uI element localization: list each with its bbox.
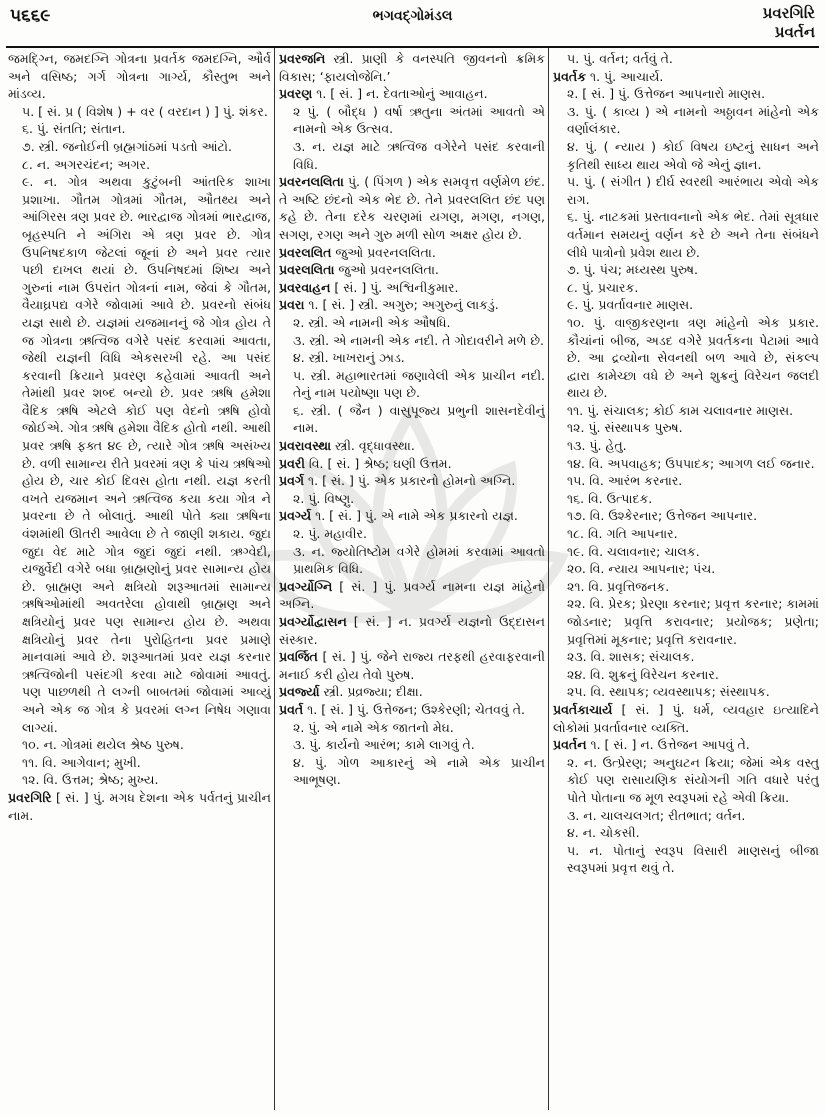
dictionary-sense-entry: ૧૧. પું. સંચાલક; કોઈ કામ ચલાવનાર માણસ. (567, 402, 794, 418)
dictionary-sense-entry: ૨૫. વિ. સ્થાપક; વ્યવસ્થાપક; સંસ્થાપક. (567, 684, 770, 700)
dictionary-sense-entry: ૩. પું. ( કાવ્ય ) એ નામનો અઠ્ઠાવન માંહેનો એક વર્ણાલંકાર. (567, 103, 819, 137)
dictionary-sense-entry: ૫. પું. વર્તન; વર્તવું તે. (567, 51, 673, 66)
dictionary-headword-entry: પ્રવર્તક ૧. પું. આચાર્ય. (553, 68, 664, 84)
dictionary-headword-entry: પ્રવર્તકાચાર્ય [ સં. ] પું. ધર્મ, વ્યવહાર ઇત્યાદિને લોકોમાં પ્રવર્તાવનાર વ્યક્તિ. (553, 701, 819, 735)
dictionary-sense-entry: ૪. ન. ચોકસી. (567, 825, 640, 841)
dictionary-sense-entry: ૨૦. વિ. ન્યાય આપનાર; પંચ. (567, 561, 716, 577)
dictionary-sense-entry: ૧૨. પું. સંસ્થાપક પુરુષ. (567, 420, 683, 436)
dictionary-sense-entry: ૧૭. વિ. ઉશ્કેરનાર; ઉત્તેજન આપનાર. (567, 508, 758, 524)
dictionary-sense-entry: ૨૨. વિ. પ્રેરક; પ્રેરણા કરનાર; પ્રવૃત્ત કરનાર; કામમાં જોડનાર; પ્રવૃત્તિ કરાવનાર; પ્રયોજક; પ્રણેતા; પ્રવૃત્તિમાં મૂકનાર; પ્રવૃત્તિ કરાવનાર. (567, 596, 819, 647)
dictionary-headword-entry: પ્રવરનલલિતા પું. ( પિંગળ ) એક સમવૃત્ત વર્ણમેળ છંદ. તે અષ્ટિ છંદનો એક ભેદ છે. તેને પ્રવરલલિત છંદ પણ કહે છે. તેના દરેક ચરણમાં યગણ, મગણ, નગણ, સગણ, રગણ અને ગુરુ મળી સોળ અક્ષર હોય છે. (279, 174, 545, 242)
dictionary-sense-entry: ૨. પું. મહાવીર. (293, 526, 367, 542)
dictionary-headword-entry: પ્રવરલલિતા જુઓ પ્રવરનલલિતા. (279, 262, 439, 278)
dictionary-headword-entry: પ્રવરા ૧. [ સં. ] સ્ત્રી. અગુરુ; અગુરુનું લાકડું. (279, 297, 499, 313)
dictionary-sense-entry: ૬. સ્ત્રી. ( જૈન ) વાસુપૂજ્ય પ્રભુની શાસનદેવીનું નામ. (293, 402, 545, 436)
dictionary-sense-entry: ૧૮. વિ. ગતિ આપનાર. (567, 526, 678, 542)
dictionary-sense-entry: ૪. સ્ત્રી. ખાખરાનું ઝાડ. (293, 350, 405, 366)
dictionary-sense-entry: ૨. પું. એ નામે એક જાતનો મેઘ. (293, 719, 454, 735)
dictionary-sense-entry: ૨. [ સં. ] પું. ઉત્તેજન આપનારો માણસ. (567, 86, 766, 102)
dictionary-headword-entry: પ્રવરગિરિ [ સં. ] પું. મગધ દેશના એક પર્વતનું પ્રાચીન નામ. (8, 789, 271, 823)
dictionary-headword-entry: પ્રવરલલિત જુઓ પ્રવરનલલિતા. (279, 244, 436, 260)
dictionary-sense-entry: ૫. સ્ત્રી. મહાભારતમાં જણાવેલી એક પ્રાચીન નદી. તેનું નામ પયોષ્ણા પણ છે. (293, 367, 545, 401)
dictionary-sense-entry: ૧૨. વિ. ઉત્તમ; શ્રેષ્ઠ; મુખ્ય. (22, 772, 159, 788)
dictionary-headword-entry: પ્રવર્જિત [ સં. ] પું. જેને રાજ્ય તરફથી હરવાફરવાની મનાઈ કરી હોય તેવો પુરુષ. (279, 649, 545, 682)
dictionary-sense-entry: ૩. ન. યજ્ઞ માટે ઋત્વિજ વગેરેને પસંદ કરવાની વિધિ. (293, 138, 545, 172)
dictionary-sense-entry: ૯. ન. ગોત્ર અથવા કુટુંબની આંતરિક શાખા પ્રશાખા. ગૌતમ ગોત્રમાં ગૌતમ, ઔતથ્ય અને આંગિરસ ત્રણ પ્રવર છે. ભારદ્વાજ ગોત્રમાં ભારદ્વાજ, બૃહસ્પતિ ને અંગિરા એ ત્રણ પ્રવર છે. ગોત્ર ઉપનિષદકાળ જેટલાં જૂનાં છે અને પ્રવર ત્યાર પછી દાખલ થયાં છે. ઉપનિષદમાં શિષ્ય અને ગુરુનાં નામ ઉપરાંત ગોત્રનાં નામ, જેવાં કે ગૌતમ, વૈયાઘ્રપદ્ય વગેરે જોવામાં આવે છે. પ્રવરનો સંબંધ યજ્ઞ સાથે છે. યજ્ઞમાં યજમાનનું જે ગોત્ર હોય તે જ ગોત્રના ઋત્વિજ વગેરે પસંદ કરવામાં આવતા, જેથી યજ્ઞની વિધિ એકસરખી રહે. આ પસંદ કરવાની ક્રિયાને પ્રવરણ કહેવામાં આવતી અને તેમાંથી પ્રવર શબ્દ બન્યો છે. પ્રવર ઋષિ હમેશા વૈદિક ઋષિ એટલે કોઈ પણ વેદનો ઋષિ હોવો જોઈએ. ગોત્ર ઋષિ હમેશા વૈદિક હોતો નથી. આથી પ્રવર ઋષિ ફક્ત ૪૯ છે, ત્યારે ગોત્ર ઋષિ અસંખ્ય છે. વળી સામાન્ય રીતે પ્રવરમાં ત્રણ કે પાંચ ઋષિઓ હોય છે, ચાર કોઈ દિવસ હોતા નથી. યજ્ઞ કરતી વખતે યજમાન અને ઋત્વિજ કયા કયા ગોત્ર ને પ્રવરના છે તે બોલાતું. આથી પોતે ક્યા ઋષિના વંશમાંથી ઊતરી આવેલા છે તે જાણી શકાય. જુદા જુદા વેદ માટે ગોત્ર જુદાં જુદાં નથી. ઋગ્વેદી, યજુર્વેદી વગેરે બધા બ્રાહ્મણોનું પ્રવર સામાન્ય હોય છે. બ્રાહ્મણ અને ક્ષત્રિયો શરૂઆતમાં સામાન્ય ઋષિઓમાંથી અવતરેલા હોવાથી બ્રાહ્મણ અને ક્ષત્રિયોનું પ્રવર પણ સામાન્ય હોય છે. અથવા ક્ષત્રિયોનું પ્રવર તેના પુરોહિતના પ્રવર પ્રમાણે માનવામાં આવે છે. શરૂઆતમાં પ્રવર યજ્ઞ કરનાર ઋત્વિજોની પસંદગી કરવા માટે જોવામાં આવતું. પણ પાછળથી તે લગ્ની બાબતમાં જોવામાં આવ્યું અને એક જ ગોત્ર કે પ્રવરમાં લગ્ન નિષેધ ગણાવા લાગ્યાં. (22, 174, 271, 735)
column-divider-2 (548, 48, 549, 1110)
dictionary-sense-entry: ૫. પું. ( સંગીત ) દીર્ઘ સ્વરથી આરંભાય એવો એક રાગ. (567, 174, 819, 207)
dictionary-sense-entry: ૫. ન. પોતાનું સ્વરૂપ વિસારી માણસનું બીજા સ્વરૂપમાં પ્રવૃત્ત થવું તે. (567, 842, 819, 876)
dictionary-sense-entry: ૧૫. વિ. આરંભ કરનાર. (567, 473, 683, 489)
dictionary-sense-entry: ૩. સ્ત્રી. એ નામની એક નદી. તે ગોદાવરીને મળે છે. (293, 332, 544, 348)
dictionary-sense-entry: ૧૧. વિ. આગેવાન; મુખી. (22, 754, 141, 770)
guide-word-last: પ્રવર્તન (774, 23, 815, 41)
column-3 (553, 50, 819, 1108)
dictionary-headword-entry: પ્રવરી વિ. [ સં. ] શ્રેષ્ઠ; ઘણી ઉત્તમ. (279, 455, 452, 471)
dictionary-sense-entry: ૭. પું. પંચ; મધ્યસ્થ પુરુષ. (567, 262, 698, 278)
dictionary-sense-entry: જમદ્ગ્નિ, જમદગ્નિ ગોત્રના પ્રવર્તક જમદગ્નિ, ઔર્વ અને વસિષ્ઠ; ગર્ગ ગોત્રના ગાર્ગ્ય, કૌસ્તુભ અને માંડવ્ય. (8, 51, 271, 102)
dictionary-headword-entry: પ્રવરજનિ સ્ત્રી. પ્રાણી કે વનસ્પતિ જીવનનો ક્રમિક વિકાસ; ‘ફાયલોજેનિ.’ (279, 51, 545, 84)
page-number: ૫૬૬૯ (10, 6, 51, 26)
dictionary-sense-entry: ૨૪. વિ. શુક્રનું વિરેચન કરનાર. (567, 666, 719, 682)
dictionary-sense-entry: ૬. પું. નાટકમાં પ્રસ્તાવનાનો એક ભેદ. તેમાં સૂત્રધાર વર્તમાન સમયનું વર્ણન કરે છે અને તેના સંબંધને લીધે પાત્રોનો પ્રવેશ થાય છે. (567, 209, 819, 260)
dictionary-sense-entry: ૨ પું. ( બૌદ્ધ ) વર્ષા ઋતુના અંતમાં આવતો એ નામનો એક ઉત્સવ. (293, 103, 545, 137)
dictionary-sense-entry: ૧૪. વિ. અપવાહક; ઉપપાદક; આગળ લઈ જનાર. (567, 455, 815, 471)
page-header (0, 0, 825, 46)
dictionary-sense-entry: ૧૩. પું. હેતુ. (567, 438, 627, 454)
dictionary-sense-entry: ૭. સ્ત્રી. જનોઈની બ્રહ્મગાંઠમાં પડતો આંટો. (22, 138, 232, 154)
dictionary-headword-entry: પ્રવર્તન ૧. [ સં. ] ન. ઉત્તેજન આપવું તે. (553, 737, 750, 753)
dictionary-title: ભગવદ્ગોમંડલ (372, 8, 453, 24)
dictionary-sense-entry: ૮. ન. અગરચંદન; અગર. (22, 156, 151, 172)
dictionary-sense-entry: ૨. ન. ઉત્પ્રેરણ; અનુઘટન ક્રિયા; જેમાં એક વસ્તુ કોઈ પણ રાસાયણિક સંયોગની ગતિ વધારે પરંતુ પોતે પોતાના જ મૂળ સ્વરૂપમાં રહે એવી ક્રિયા. (567, 754, 819, 805)
dictionary-sense-entry: ૩. ન. ચાલચલગત; રીતભાત; વર્તન. (567, 807, 746, 823)
dictionary-sense-entry: ૨. પું. વિષ્ણુ. (293, 490, 355, 506)
dictionary-sense-entry: ૫. [ સં. પ્ર ( વિશેષ ) + વર ( વરદાન ) ] પું. શંકર. (22, 103, 268, 119)
dictionary-sense-entry: ૧૯. વિ. ચલાવનાર; ચાલક. (567, 543, 700, 559)
dictionary-sense-entry: ૩. ન. જ્યોતિષ્ટોમ વગેરે હોમમાં કરવામાં આવતો પ્રાથમિક વિધિ. (293, 543, 545, 577)
dictionary-sense-entry: ૧૦. ન. ગોત્રમાં થયેલ શ્રેષ્ઠ પુરુષ. (22, 737, 184, 753)
guide-words (763, 4, 815, 42)
dictionary-headword-entry: પ્રવર્ગ ૧. [ સં. ] પું. એક પ્રકારનો હોમનો અગ્નિ. (279, 473, 516, 489)
dictionary-headword-entry: પ્રવરવાહન [ સં. ] પું. અશ્વિનીકુમાર. (279, 279, 459, 295)
dictionary-sense-entry: ૨૧. વિ. પ્રવૃત્તિજનક. (567, 578, 670, 594)
dictionary-sense-entry: ૨. સ્ત્રી. એ નામની એક ઔષધિ. (293, 314, 451, 330)
column-2 (279, 50, 545, 1108)
dictionary-headword-entry: પ્રવર્ગ્ય ૧. [ સં. ] પું. એ નામે એક પ્રકારનો યજ્ઞ. (279, 508, 518, 524)
dictionary-sense-entry: ૨૩. વિ. શાસક; સંચાલક. (567, 649, 695, 665)
dictionary-sense-entry: ૧૦. પું. વાજીકરણના ત્રણ માંહેનો એક પ્રકાર. કૌચાંનાં બીજ, અડદ વગેરે પ્રવર્તકના પેટામાં આવે છે. આ દ્રવ્યોના સેવનથી બળ આવે છે, સંકલ્પ દ્વારા કામેચ્છા વધે છે અને શુક્રનું વિરેચન જલદી થાય છે. (567, 314, 819, 401)
dictionary-headword-entry: પ્રવરાવસ્થા સ્ત્રી. વૃદ્ધાવસ્થા. (279, 438, 415, 454)
dictionary-headword-entry: પ્રવરણ ૧. [ સં. ] ન. દેવતાઓનું આવાહન. (279, 86, 488, 102)
dictionary-sense-entry: ૩. પું. કાર્યનો આરંભ; કામે લાગવું તે. (293, 737, 475, 753)
dictionary-sense-entry: ૬. પું. સંતતિ; સંતાન. (22, 121, 126, 137)
dictionary-sense-entry: ૪. પું. ( ન્યાય ) કોઈ વિષય ઇષ્ટનું સાધન અને કૃતિથી સાધ્ય થાય એવો જે એનું જ્ઞાન. (567, 138, 819, 172)
dictionary-headword-entry: પ્રવર્જ્યા સ્ત્રી. પ્રવ્રજ્યા; દીક્ષા. (279, 684, 423, 700)
dictionary-sense-entry: ૮. પું. પ્રચારક. (567, 279, 639, 295)
dictionary-headword-entry: પ્રવર્ત ૧. [ સં. ] પું. ઉત્તેજન; ઉશ્કેરણી; ચેતવવું તે. (279, 701, 525, 717)
dictionary-headword-entry: પ્રવર્ગ્યોગ્નિ [ સં. ] પું. પ્રવર્ગ્ય નામના યજ્ઞ માંહેનો અગ્નિ. (279, 578, 545, 612)
header-rule (6, 46, 819, 48)
column-1 (8, 50, 271, 1108)
dictionary-sense-entry: ૧૬. વિ. ઉત્પાદક. (567, 490, 653, 506)
dictionary-sense-entry: ૪. પું. ગોળ આકારનું એ નામે એક પ્રાચીન આભૂષણ. (293, 754, 545, 788)
dictionary-sense-entry: ૯. પું. પ્રવર્તાવનાર માણસ. (567, 297, 694, 313)
column-divider-1 (274, 48, 275, 1110)
dictionary-headword-entry: પ્રવર્ગ્યોદ્વાસન [ સં. ] ન. પ્રવર્ગ્ય યજ્ઞનો ઉદ્દાસન સંસ્કાર. (279, 614, 545, 647)
guide-word-first: પ્રવરગિરિ (762, 4, 815, 22)
